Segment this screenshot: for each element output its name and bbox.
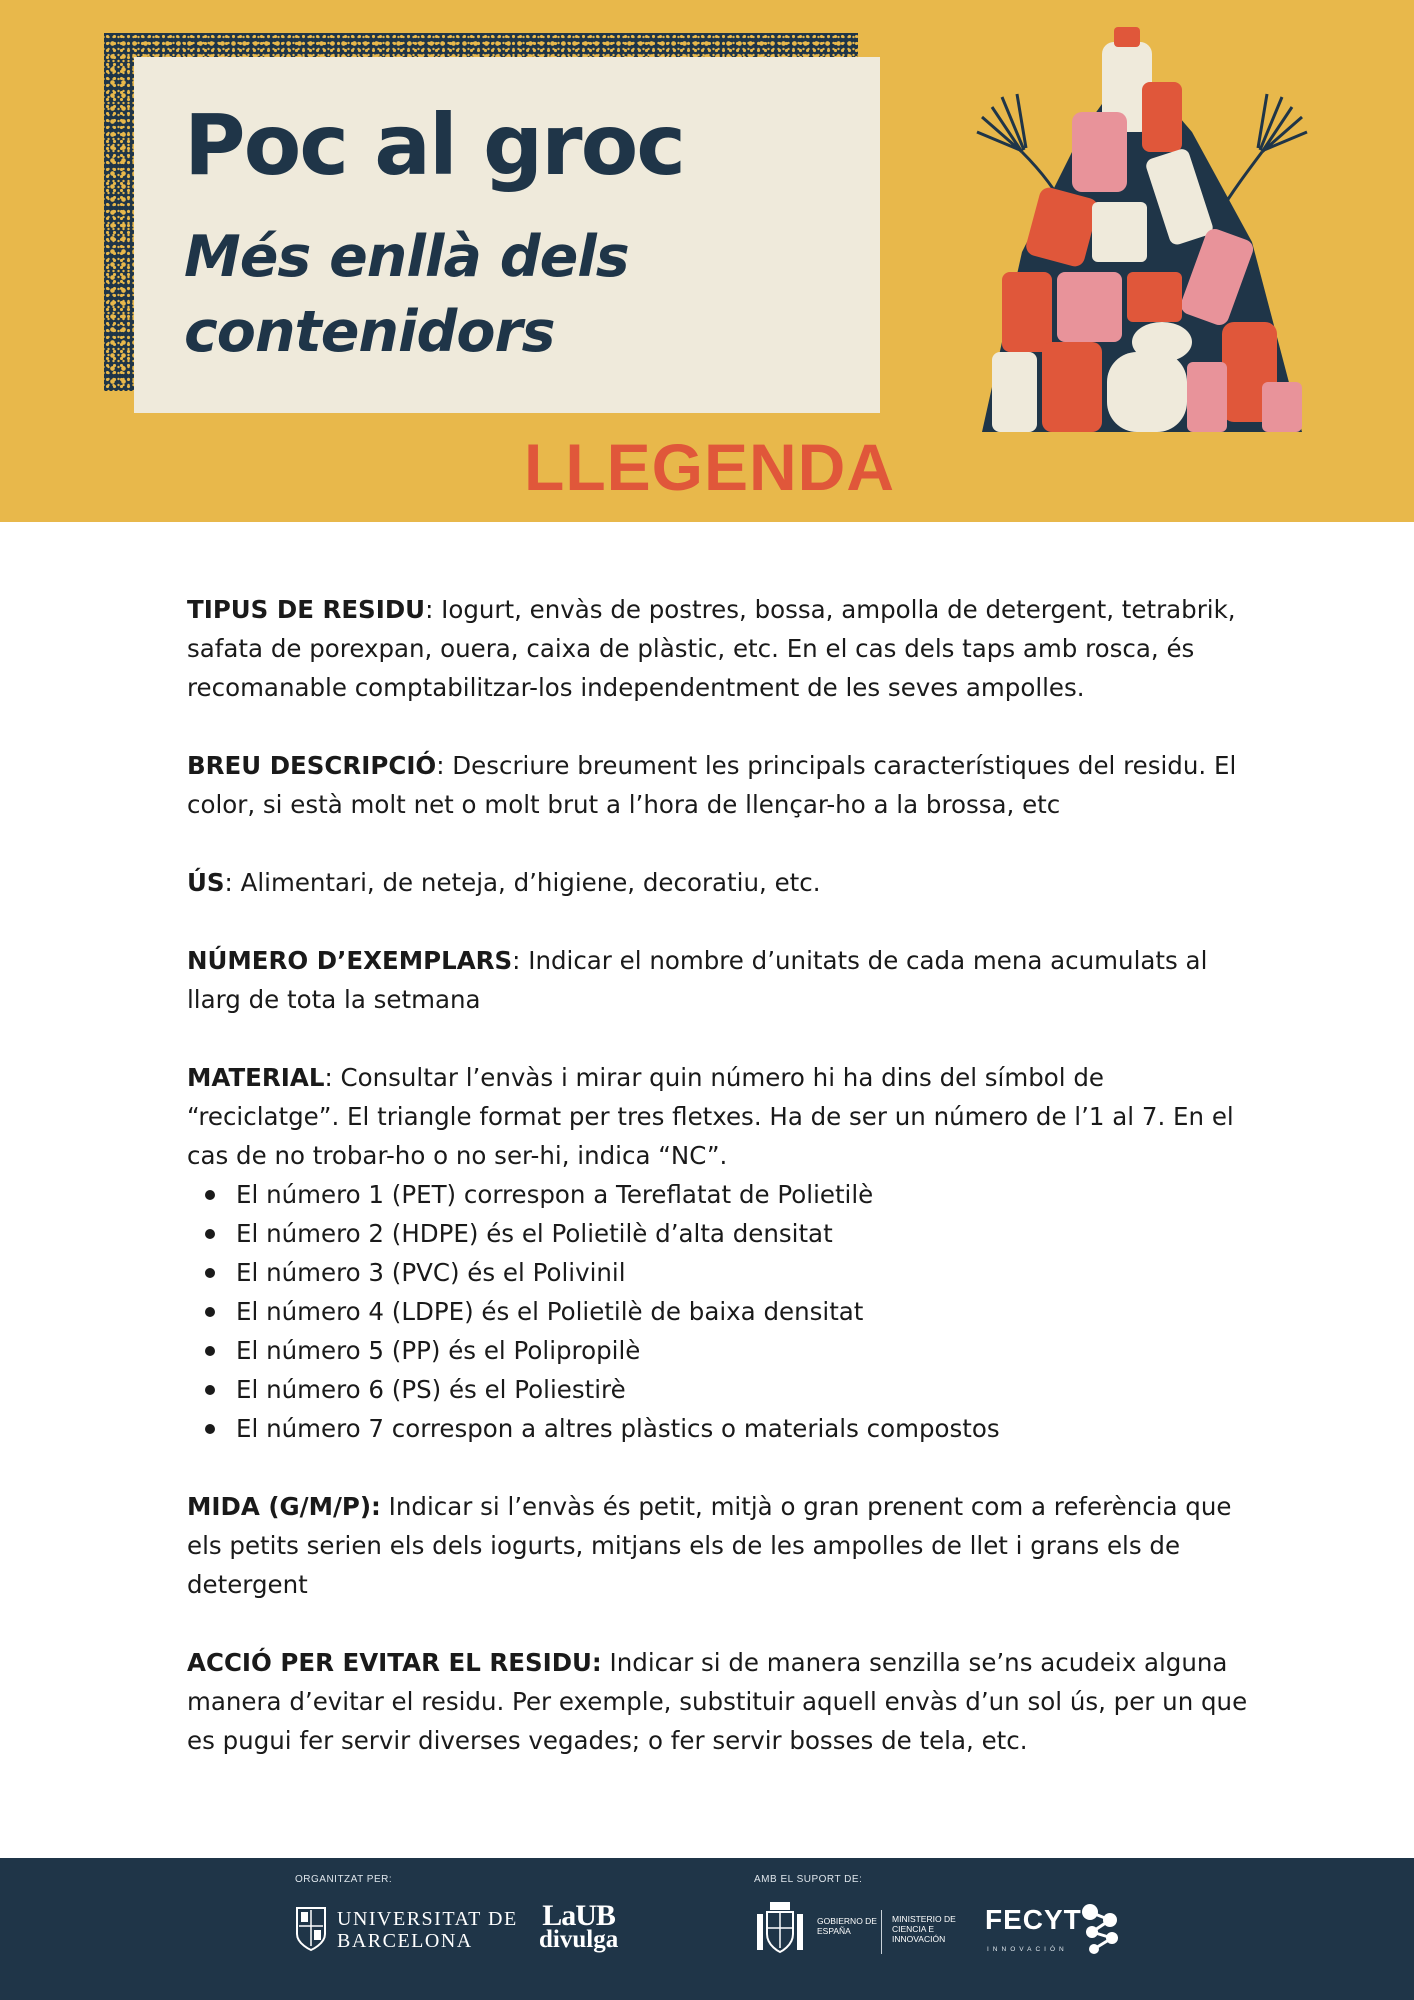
universitat-barcelona-logo: [337, 1908, 518, 1952]
fecyt-molecule-icon: [1080, 1902, 1122, 1956]
fecyt-subtitle: INNOVACIÓN: [987, 1946, 1068, 1953]
section-label: BREU DESCRIPCIÓ: [187, 751, 437, 780]
section-label: ÚS: [187, 868, 225, 897]
ub-line2: BARCELONA: [337, 1930, 473, 1952]
list-item: El número 7 correspon a altres plàstics o materials compostos: [187, 1409, 1257, 1448]
organized-by-label: ORGANITZAT PER:: [295, 1874, 393, 1885]
laub-line2: divulga: [539, 1926, 619, 1953]
page-subtitle: Més enllà dels contenidors: [184, 224, 629, 365]
fecyt-logo-text: FECYT: [985, 1904, 1082, 1935]
logo-divider: [881, 1910, 882, 1954]
section-text: : Descriure breument les principals característiques del residu. El color, si està molt net o molt brut a l’hora de llençar-ho a la brossa, etc: [187, 751, 1237, 819]
section-label: ACCIÓ PER EVITAR EL RESIDU:: [187, 1648, 602, 1677]
section-breu-descripcio: [187, 746, 1257, 824]
legend-heading: LLEGENDA: [524, 430, 895, 504]
section-text: : Alimentari, de neteja, d’higiene, decoratiu, etc.: [224, 868, 821, 897]
gobierno-espana-text: GOBIERNO DE ESPAÑA: [817, 1916, 877, 1936]
laub-divulga-logo: [539, 1899, 619, 1953]
section-label: MIDA (G/M/P):: [187, 1492, 381, 1521]
section-mida: [187, 1487, 1257, 1604]
plastic-waste-illustration: [962, 22, 1322, 432]
list-item: El número 4 (LDPE) és el Polietilè de baixa densitat: [187, 1292, 1257, 1331]
list-item: El número 2 (HDPE) és el Polietilè d’alta densitat: [187, 1214, 1257, 1253]
footer: [0, 1858, 1414, 2000]
ub-line1: UNIVERSITAT DE: [337, 1908, 518, 1930]
list-item: El número 6 (PS) és el Poliestirè: [187, 1370, 1257, 1409]
page-title: Poc al groc: [184, 96, 685, 194]
list-item: El número 3 (PVC) és el Polivinil: [187, 1253, 1257, 1292]
university-crest-icon: [295, 1904, 327, 1952]
section-text: Indicar si l’envàs és petit, mitjà o gran prenent com a referència que els petits serien els dels iogurts, mitjans els de les ampolles de llet i grans els de detergent: [187, 1492, 1232, 1599]
header-banner: [0, 0, 1414, 522]
section-accio-evitar: [187, 1643, 1257, 1760]
section-label: NÚMERO D’EXEMPLARS: [187, 946, 513, 975]
ministerio-text: MINISTERIO DE CIENCIA E INNOVACIÓN: [892, 1914, 956, 1944]
legend-content: [187, 590, 1257, 1799]
list-item: El número 1 (PET) correspon a Tereflatat de Polietilè: [187, 1175, 1257, 1214]
list-item: El número 5 (PP) és el Polipropilè: [187, 1331, 1257, 1370]
section-numero-exemplars: [187, 941, 1257, 1019]
section-us: [187, 863, 1257, 902]
section-text: : Indicar el nombre d’unitats de cada mena acumulats al llarg de tota la setmana: [187, 946, 1208, 1014]
spain-coat-of-arms-icon: [755, 1900, 805, 1956]
section-text: : Consultar l’envàs i mirar quin número hi ha dins del símbol de “reciclatge”. El triangle format per tres fletxes. Ha de ser un número de l’1 al 7. En el cas de no trobar-ho o no ser-hi, indica “NC”.: [187, 1063, 1234, 1170]
support-label: AMB EL SUPORT DE:: [754, 1874, 863, 1885]
section-label: MATERIAL: [187, 1063, 325, 1092]
section-tipus-de-residu: [187, 590, 1257, 707]
laub-line1: LaUB: [542, 1899, 615, 1932]
section-label: TIPUS DE RESIDU: [187, 595, 426, 624]
section-text: Indicar si de manera senzilla se’ns acudeix alguna manera d’evitar el residu. Per exemple, substituir aquell envàs d’un sol ús, per un que es pugui fer servir diverses vegades; o fer servir bosses de tela, etc.: [187, 1648, 1248, 1755]
title-card: [134, 57, 880, 413]
section-text: : Iogurt, envàs de postres, bossa, ampolla de detergent, tetrabrik, safata de porexpan, ouera, caixa de plàstic, etc. En el cas dels taps amb rosca, és recomanable comptabilitzar-los independentment de les seves ampolles.: [187, 595, 1236, 702]
material-list: [187, 1175, 1257, 1448]
section-material: [187, 1058, 1257, 1448]
